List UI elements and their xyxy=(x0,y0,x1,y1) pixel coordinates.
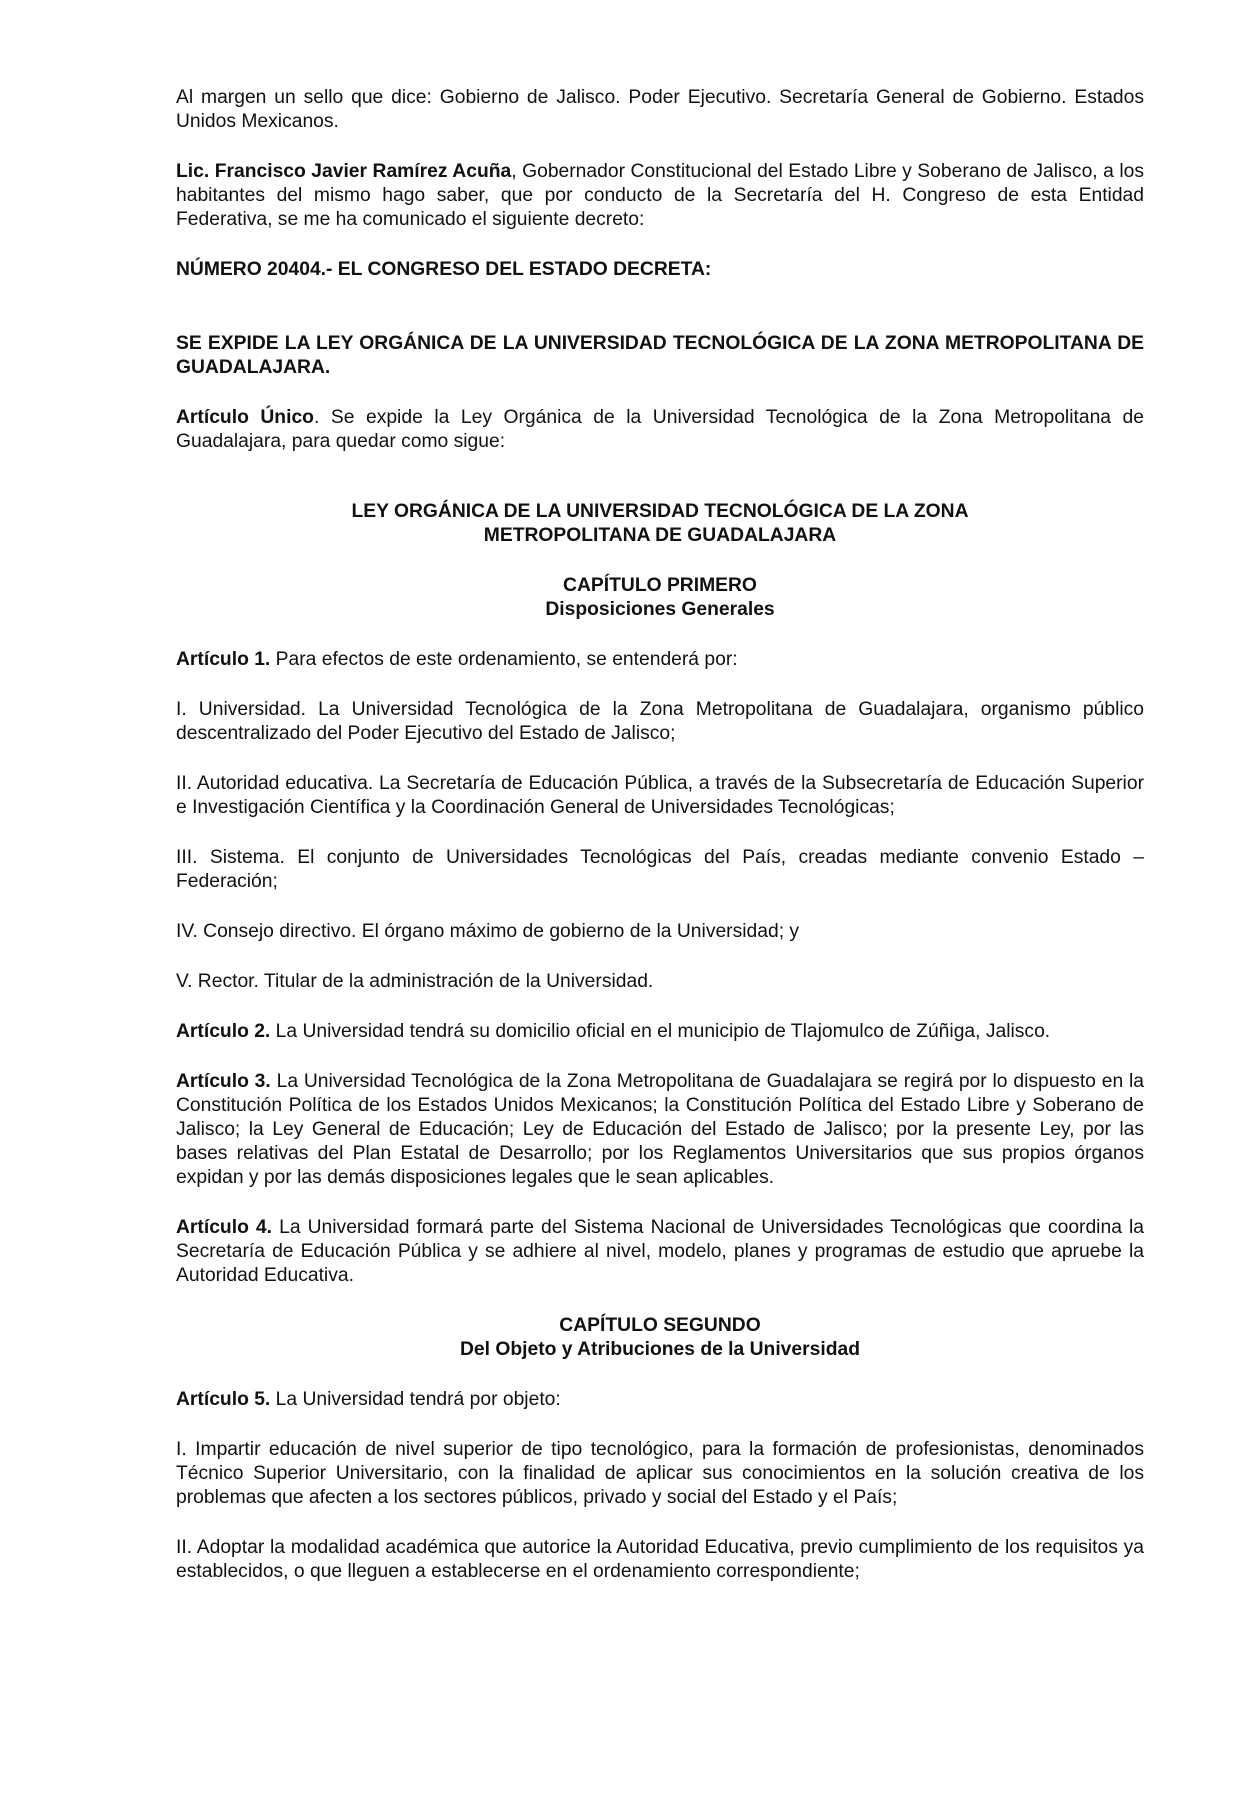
chapter1-title: CAPÍTULO PRIMERO xyxy=(563,575,757,596)
expide-title: SE EXPIDE LA LEY ORGÁNICA DE LA UNIVERSIDAD TECNOLÓGICA DE LA ZONA METROPOLITANA DE GUADALAJARA. xyxy=(176,333,1144,378)
articulo-unico xyxy=(176,406,1144,454)
article-5-text: La Universidad tendrá por objeto: xyxy=(270,1389,561,1410)
law-title xyxy=(176,500,1144,548)
article-1-item: I. Universidad. La Universidad Tecnológica de la Zona Metropolitana de Guadalajara, organismo público descentralizado del Poder Ejecutivo del Estado de Jalisco; xyxy=(176,699,1144,744)
article-1-item: III. Sistema. El conjunto de Universidades Tecnológicas del País, creadas mediante convenio Estado – Federación; xyxy=(176,847,1144,892)
article-1-item: IV. Consejo directivo. El órgano máximo de gobierno de la Universidad; y xyxy=(176,921,800,942)
governor-name: Lic. Francisco Javier Ramírez Acuña xyxy=(176,161,512,182)
article-5 xyxy=(176,1388,1144,1412)
articulo-unico-text: . Se expide la Ley Orgánica de la Universidad Tecnológica de la Zona Metropolitana de Guadalajara, para quedar como sigue: xyxy=(176,407,1144,452)
article-3-label: Artículo 3. xyxy=(176,1071,271,1092)
article-2-text: La Universidad tendrá su domicilio oficial en el municipio de Tlajomulco de Zúñiga, Jalisco. xyxy=(270,1021,1051,1042)
intro-paragraph: Al margen un sello que dice: Gobierno de Jalisco. Poder Ejecutivo. Secretaría General de Gobierno. Estados Unidos Mexicanos. xyxy=(176,87,1144,132)
article-5-item: II. Adoptar la modalidad académica que autorice la Autoridad Educativa, previo cumplimiento de los requisitos ya establecidos, o que lleguen a establecerse en el ordenamiento correspondiente; xyxy=(176,1537,1144,1582)
article-4-text: La Universidad formará parte del Sistema Nacional de Universidades Tecnológicas que coordina la Secretaría de Educación Pública y se adhiere al nivel, modelo, planes y programas de estudio que apruebe la Autoridad Educativa. xyxy=(176,1217,1145,1286)
articulo-unico-label: Artículo Único xyxy=(176,407,314,428)
article-5-label: Artículo 5. xyxy=(176,1389,271,1410)
chapter2-heading xyxy=(176,1314,1144,1362)
article-2 xyxy=(176,1020,1144,1044)
chapter2-subtitle: Del Objeto y Atribuciones de la Universidad xyxy=(459,1339,860,1360)
article-1 xyxy=(176,648,1144,672)
governor-paragraph xyxy=(176,160,1144,232)
article-1-item: V. Rector. Titular de la administración de la Universidad. xyxy=(176,971,654,992)
article-1-item: II. Autoridad educativa. La Secretaría de Educación Pública, a través de la Subsecretaría de Educación Superior e Investigación Científica y la Coordinación General de Universidades Tecnológicas; xyxy=(176,773,1144,818)
decree-number: NÚMERO 20404.- EL CONGRESO DEL ESTADO DECRETA: xyxy=(176,259,712,280)
law-title-line2: METROPOLITANA DE GUADALAJARA xyxy=(483,525,837,546)
article-2-label: Artículo 2. xyxy=(176,1021,271,1042)
chapter1-subtitle: Disposiciones Generales xyxy=(545,599,775,620)
chapter2-title: CAPÍTULO SEGUNDO xyxy=(559,1315,761,1336)
article-4-label: Artículo 4. xyxy=(176,1217,273,1238)
article-1-text: Para efectos de este ordenamiento, se entenderá por: xyxy=(270,649,738,670)
governor-text: , Gobernador Constitucional del Estado Libre y Soberano de Jalisco, a los habitantes del mismo hago saber, que por conducto de la Secretaría del H. Congreso de esta Entidad Federativa, se me ha comunicado el siguiente decreto: xyxy=(176,161,1144,230)
article-3-text: La Universidad Tecnológica de la Zona Metropolitana de Guadalajara se regirá por lo dispuesto en la Constitución Política de los Estados Unidos Mexicanos; la Constitución Política del Estado Libre y Soberano de Jalisco; la Ley General de Educación; Ley de Educación del Estado de Jalisco; por la presente Ley, por las bases relativas del Plan Estatal de Desarrollo; por los Reglamentos Universitarios que sus propios órganos expidan y por las demás disposiciones legales que le sean aplicables. xyxy=(176,1071,1145,1188)
article-3 xyxy=(176,1070,1144,1190)
article-5-item: I. Impartir educación de nivel superior de tipo tecnológico, para la formación de profesionistas, denominados Técnico Superior Universitario, con la finalidad de aplicar sus conocimientos en la solución creativa de los problemas que afecten a los sectores públicos, privado y social del Estado y el País; xyxy=(176,1439,1144,1508)
law-title-line1: LEY ORGÁNICA DE LA UNIVERSIDAD TECNOLÓGICA DE LA ZONA xyxy=(351,501,969,522)
chapter1-heading xyxy=(176,574,1144,622)
article-4 xyxy=(176,1216,1144,1288)
article-1-label: Artículo 1. xyxy=(176,649,271,670)
